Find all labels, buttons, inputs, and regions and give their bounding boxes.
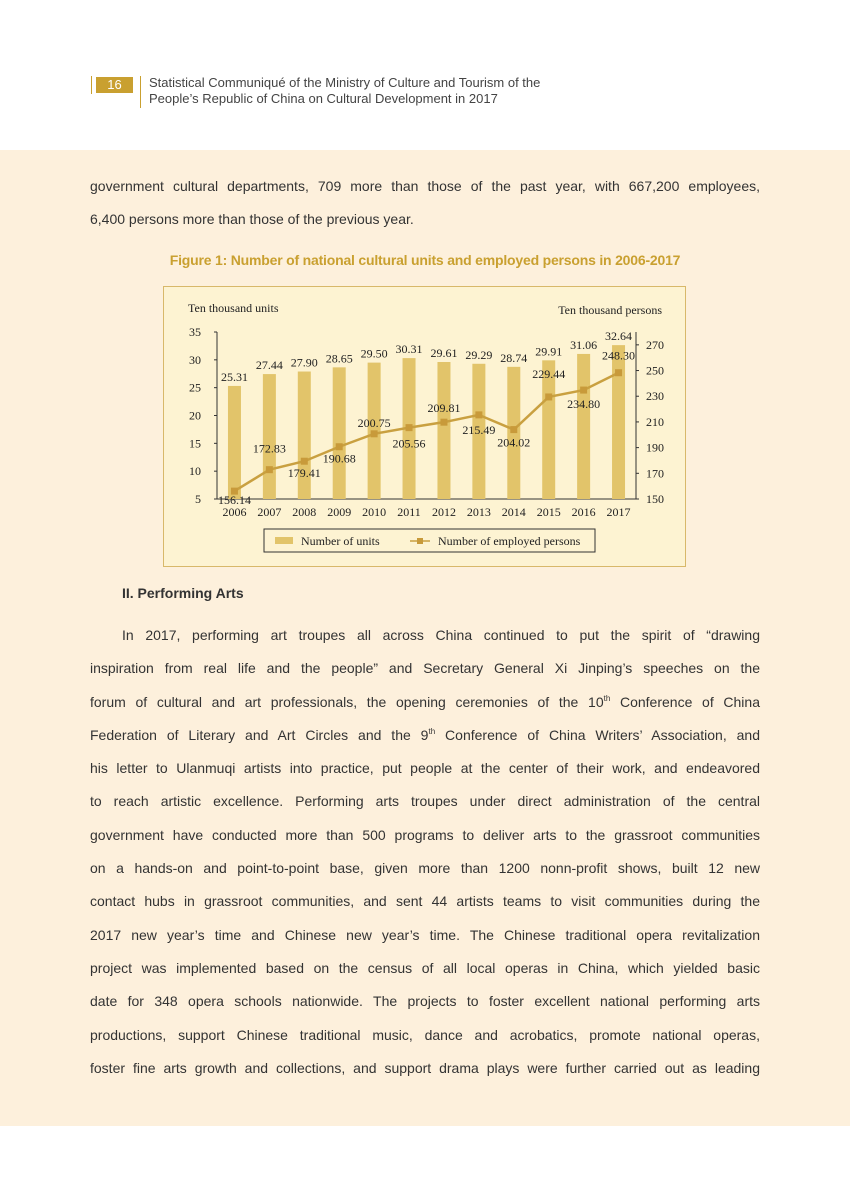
ordinal-superscript: th bbox=[603, 693, 611, 703]
bar-value-label: 25.31 bbox=[220, 369, 248, 384]
x-axis-tick-label: 2017 bbox=[606, 505, 631, 519]
body-line bbox=[90, 619, 760, 652]
bar bbox=[263, 374, 276, 499]
left-axis-title: Ten thousand units bbox=[188, 301, 279, 315]
body-text: government have conducted more than 500 programs to deliver arts to the grassroot communities bbox=[90, 826, 760, 843]
chart-container bbox=[163, 286, 686, 567]
body-text: Federation of Literary and Art Circles and the 9 bbox=[90, 726, 429, 743]
body-text: his letter to Ulanmuqi artists into practice, put people at the center of their work, and endeavored bbox=[90, 760, 760, 777]
x-axis-tick-label: 2011 bbox=[397, 505, 421, 519]
bar-value-label: 28.65 bbox=[325, 351, 353, 366]
ordinal-superscript: th bbox=[428, 726, 436, 736]
line-point-marker bbox=[510, 426, 517, 433]
body-text: to reach artistic excellence. Performing arts troupes under direct administration of the central bbox=[90, 793, 760, 810]
right-axis-tick-label: 210 bbox=[646, 414, 664, 429]
header-divider-left bbox=[91, 76, 92, 94]
legend-label-units: Number of units bbox=[301, 534, 380, 548]
running-title bbox=[149, 75, 540, 107]
bar bbox=[228, 386, 241, 499]
right-axis-tick-label: 190 bbox=[646, 440, 664, 455]
body-text: forum of cultural and art professionals, the opening ceremonies of the 10 bbox=[90, 693, 604, 710]
bar-value-label: 28.74 bbox=[500, 350, 528, 365]
header-divider-right bbox=[140, 76, 141, 108]
line-point-marker bbox=[580, 387, 587, 394]
bar-value-label: 27.90 bbox=[290, 355, 318, 370]
bar-value-label: 31.06 bbox=[570, 337, 598, 352]
right-axis-tick-label: 250 bbox=[646, 363, 664, 378]
line-point-marker bbox=[545, 393, 552, 400]
bar bbox=[437, 362, 450, 499]
running-title-line-1: Statistical Communiqué of the Ministry of Culture and Tourism of the bbox=[149, 75, 541, 90]
legend-bar-swatch bbox=[275, 537, 293, 544]
body-paragraph bbox=[90, 619, 760, 1085]
right-axis-title: Ten thousand persons bbox=[558, 303, 662, 317]
x-axis-tick-label: 2014 bbox=[501, 505, 526, 519]
left-axis-tick-label: 10 bbox=[189, 464, 201, 479]
bar-value-label: 29.29 bbox=[465, 347, 493, 362]
line-point-marker bbox=[336, 443, 343, 450]
body-text: inspiration from real life and the people” and Secretary General Xi Jinping’s speeches on the bbox=[90, 660, 760, 677]
bar bbox=[612, 345, 625, 499]
body-text: Conference of China bbox=[610, 693, 760, 710]
line-value-label: 156.14 bbox=[217, 493, 251, 508]
x-axis-tick-label: 2007 bbox=[257, 505, 282, 519]
line-value-label: 179.41 bbox=[287, 466, 321, 481]
body-text: In 2017, performing art troupes all across China continued to put the spirit of “drawing bbox=[122, 627, 760, 643]
bar bbox=[333, 367, 346, 499]
section-heading: II. Performing Arts bbox=[122, 585, 244, 601]
body-text: Conference of China Writers’ Association, and bbox=[435, 726, 760, 743]
x-axis-tick-label: 2013 bbox=[466, 505, 491, 519]
line-point-marker bbox=[266, 466, 273, 473]
left-axis-tick-label: 5 bbox=[195, 492, 201, 506]
right-axis-tick-label: 170 bbox=[646, 466, 664, 481]
line-value-label: 229.44 bbox=[532, 366, 566, 381]
line-value-label: 234.80 bbox=[567, 397, 601, 412]
left-axis-tick-label: 25 bbox=[189, 380, 201, 395]
left-axis-tick-label: 30 bbox=[189, 352, 201, 367]
line-value-label: 248.30 bbox=[602, 348, 636, 363]
x-axis-tick-label: 2015 bbox=[536, 505, 561, 519]
bar-value-label: 32.64 bbox=[605, 329, 633, 344]
body-line bbox=[90, 952, 760, 985]
body-line bbox=[90, 919, 760, 952]
body-line bbox=[90, 885, 760, 918]
body-line bbox=[90, 852, 760, 885]
body-text: on a hands-on and point-to-point base, given more than 1200 nonn-profit shows, built 12 new bbox=[90, 860, 760, 877]
line-point-marker bbox=[371, 430, 378, 437]
body-line bbox=[90, 1052, 760, 1085]
bar-value-label: 29.50 bbox=[360, 346, 388, 361]
intro-line: government cultural departments, 709 more than those of the past year, with 667,200 employees, bbox=[90, 178, 760, 194]
body-line bbox=[90, 719, 760, 752]
legend-line-marker bbox=[417, 538, 423, 544]
right-axis-tick-label: 270 bbox=[646, 337, 664, 352]
x-axis-tick-label: 2016 bbox=[571, 505, 596, 519]
bar-value-label: 29.61 bbox=[430, 346, 458, 361]
body-line bbox=[90, 686, 760, 719]
running-title-line-2: People’s Republic of China on Cultural Development in 2017 bbox=[149, 91, 498, 106]
line-point-marker bbox=[406, 424, 413, 431]
x-axis-tick-label: 2008 bbox=[292, 505, 317, 519]
x-axis-tick-label: 2006 bbox=[222, 505, 247, 519]
bar-value-label: 29.91 bbox=[535, 344, 563, 359]
left-axis-tick-label: 20 bbox=[189, 408, 201, 423]
body-line bbox=[90, 785, 760, 818]
legend-label-employed: Number of employed persons bbox=[438, 534, 581, 548]
x-axis-tick-label: 2009 bbox=[327, 505, 352, 519]
body-text: contact hubs in grassroot communities, and sent 44 artists teams to visit communities during the bbox=[90, 893, 760, 910]
x-axis-tick-label: 2012 bbox=[431, 505, 456, 519]
bar bbox=[542, 360, 555, 499]
page-header bbox=[0, 0, 850, 150]
combo-chart bbox=[164, 287, 687, 568]
body-text: project was implemented based on the census of all local operas in China, which yielded basic bbox=[90, 959, 760, 976]
line-point-marker bbox=[301, 458, 308, 465]
left-axis-tick-label: 35 bbox=[189, 325, 201, 339]
page-number: 16 bbox=[96, 77, 133, 93]
line-point-marker bbox=[475, 411, 482, 418]
x-axis-tick-label: 2010 bbox=[362, 505, 387, 519]
line-value-label: 200.75 bbox=[357, 415, 391, 430]
line-value-label: 209.81 bbox=[427, 401, 461, 416]
line-value-label: 190.68 bbox=[322, 451, 356, 466]
bar-value-label: 27.44 bbox=[255, 358, 283, 373]
line-point-marker bbox=[440, 419, 447, 426]
body-text: 2017 new year’s time and Chinese new year’s time. The Chinese traditional opera revitalization bbox=[90, 926, 760, 943]
body-text: productions, support Chinese traditional music, dance and acrobatics, promote national operas, bbox=[90, 1026, 760, 1043]
right-axis-tick-label: 150 bbox=[646, 492, 664, 506]
intro-paragraph bbox=[90, 170, 760, 237]
figure-caption: Figure 1: Number of national cultural units and employed persons in 2006-2017 bbox=[169, 252, 681, 268]
body-line bbox=[90, 985, 760, 1018]
line-point-marker bbox=[615, 369, 622, 376]
intro-line: 6,400 persons more than those of the previous year. bbox=[90, 211, 414, 228]
line-value-label: 215.49 bbox=[462, 422, 496, 437]
right-axis-tick-label: 230 bbox=[646, 389, 664, 404]
line-value-label: 172.83 bbox=[252, 441, 286, 456]
line-value-label: 204.02 bbox=[497, 435, 531, 450]
body-text: date for 348 opera schools nationwide. The projects to foster excellent national performing arts bbox=[90, 993, 760, 1010]
body-line bbox=[90, 1019, 760, 1052]
body-text: foster fine arts growth and collections, and support drama plays were further carried out as leading bbox=[90, 1059, 760, 1076]
body-line bbox=[90, 752, 760, 785]
body-line bbox=[90, 819, 760, 852]
bar bbox=[577, 354, 590, 499]
left-axis-tick-label: 15 bbox=[189, 436, 201, 451]
bar-value-label: 30.31 bbox=[395, 342, 423, 357]
line-value-label: 205.56 bbox=[392, 436, 426, 451]
body-line bbox=[90, 652, 760, 685]
